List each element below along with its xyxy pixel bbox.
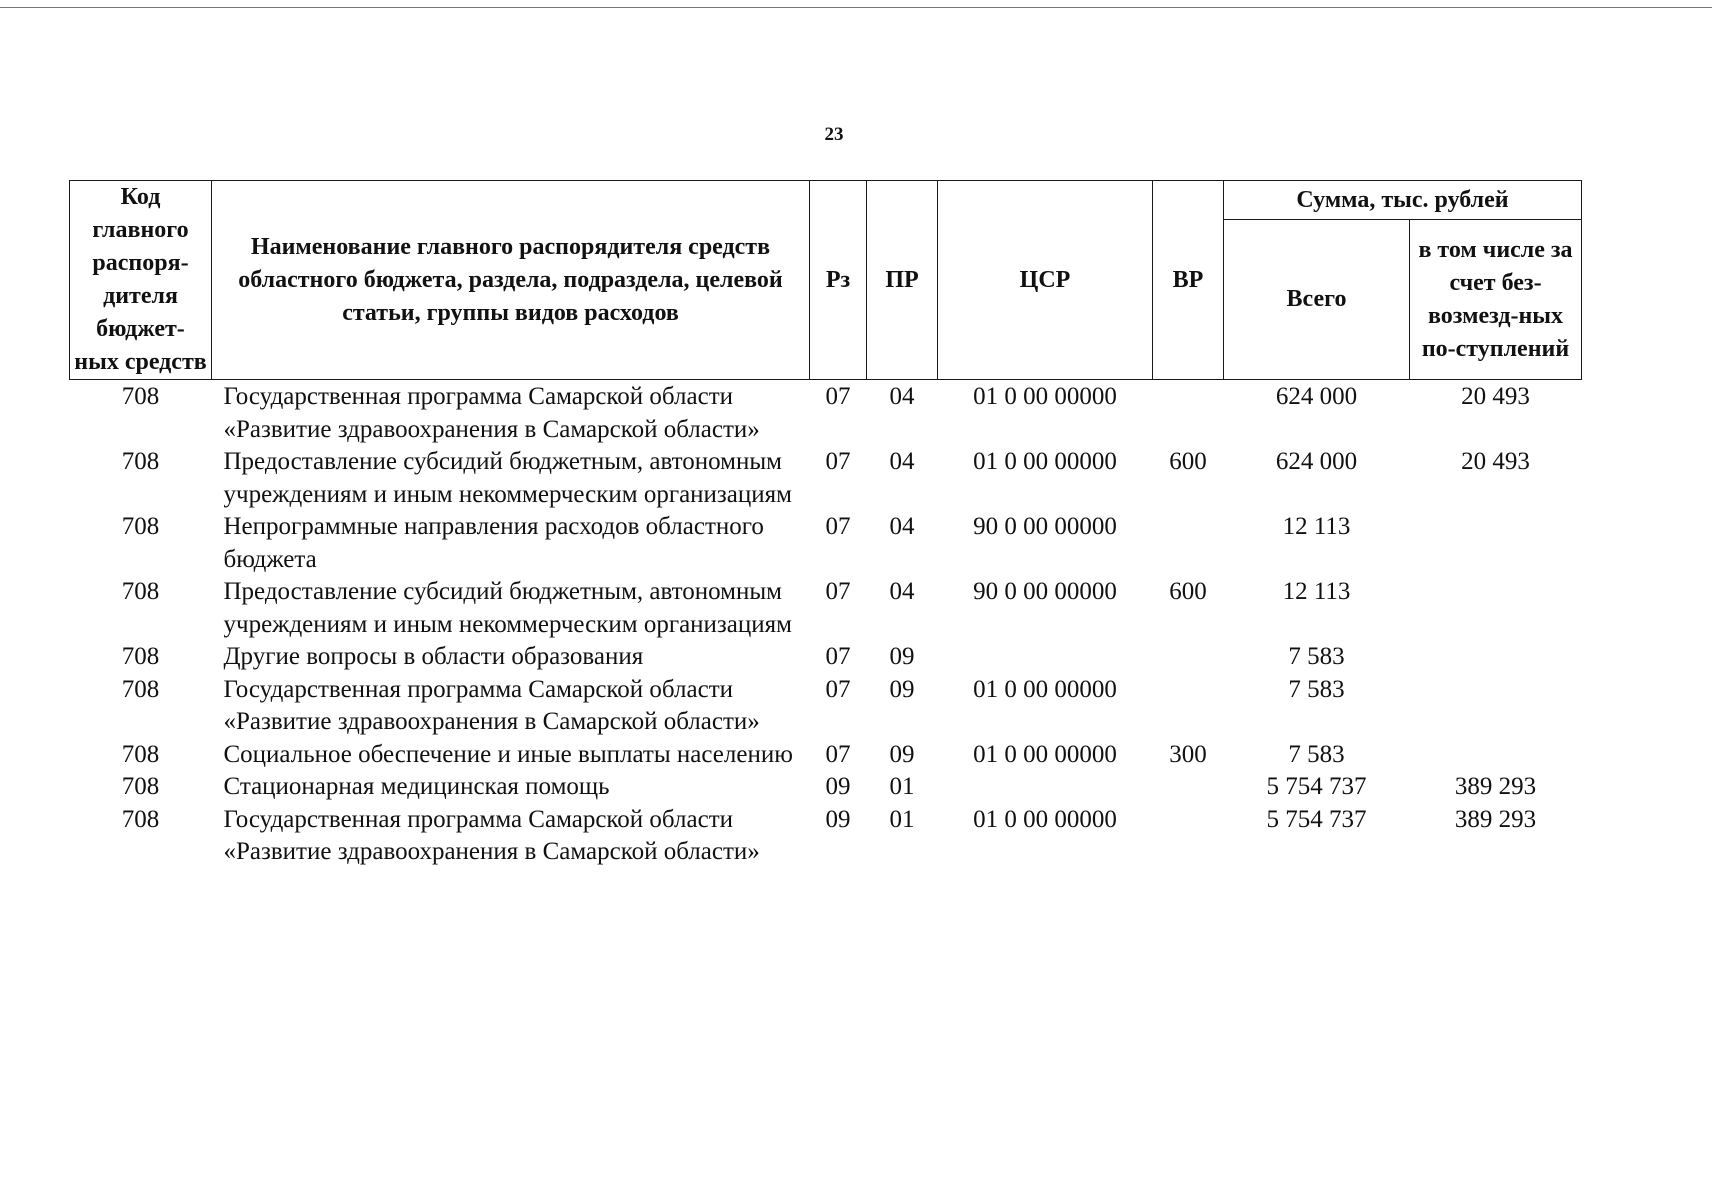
cell-vr: 600 [1169,578,1207,605]
cell-total: 5 754 737 [1266,773,1367,800]
cell-rz: 07 [825,448,851,475]
cell-vr [1153,771,1224,804]
cell-pr: 01 [889,805,915,833]
cell-rz: 07 [825,513,851,540]
cell-vr [1153,641,1224,674]
cell-code: 708 [121,513,160,540]
cell-vr [1153,380,1224,447]
cell-vr [1153,511,1224,576]
table-row [70,511,1582,576]
cell-total: 624 000 [1275,448,1358,475]
header-total: Всего [1224,220,1410,380]
cell-rz: 09 [825,773,851,800]
table-header [70,181,1582,380]
table-body [70,380,1582,869]
cell-csr: 90 0 00 00000 [973,578,1117,605]
table-row [70,804,1582,869]
cell-rz: 09 [825,805,851,833]
cell-total: 5 754 737 [1266,805,1367,833]
cell-pr: 09 [889,675,915,703]
cell-total: 7 583 [1288,675,1345,703]
cell-csr [938,641,1153,674]
cell-code: 708 [121,383,160,410]
header-vr: ВР [1153,181,1224,380]
cell-free-receipts [1410,739,1582,772]
cell-code: 708 [121,675,160,703]
cell-total: 7 583 [1288,740,1345,768]
cell-code: 708 [121,773,160,800]
budget-table [69,180,1582,869]
cell-name: Другие вопросы в области образования [223,643,644,670]
cell-name: Предоставление субсидий бюджетным, автономным учреждениям и иным некоммерческим организациям [223,578,792,638]
cell-total: 12 113 [1282,578,1351,605]
cell-total: 624 000 [1275,383,1358,410]
cell-rz: 07 [825,675,851,703]
cell-rz: 07 [825,578,851,605]
cell-pr: 04 [889,448,915,475]
cell-code: 708 [121,805,160,833]
cell-csr [938,771,1153,804]
table-row [70,771,1582,804]
table-row [70,446,1582,511]
cell-code: 708 [121,740,160,768]
cell-name: Государственная программа Самарской области «Развитие здравоохранения в Самарской области» [223,383,760,443]
cell-csr: 01 0 00 00000 [973,740,1117,768]
cell-free-receipts [1410,576,1582,641]
cell-free-receipts: 389 293 [1454,773,1537,800]
cell-pr: 04 [889,513,915,540]
cell-free-receipts [1410,641,1582,674]
top-scan-rule [0,7,1712,8]
header-sum-group: Сумма, тыс. рублей [1224,181,1582,220]
cell-code: 708 [121,448,160,475]
table-row [70,674,1582,739]
cell-name: Стационарная медицинская помощь [223,773,610,800]
cell-pr: 04 [889,383,915,410]
cell-csr: 01 0 00 00000 [973,805,1117,833]
header-rz: Рз [810,181,867,380]
cell-free-receipts: 389 293 [1454,805,1537,833]
cell-pr: 04 [889,578,915,605]
table-row [70,576,1582,641]
cell-vr [1153,804,1224,869]
cell-vr: 600 [1169,448,1207,475]
cell-rz: 07 [825,740,851,768]
cell-code: 708 [121,578,160,605]
cell-name: Непрограммные направления расходов областного бюджета [223,513,764,573]
header-code: Код главного распоря-дителя бюджет-ных средств [70,181,212,380]
cell-vr: 300 [1169,740,1207,768]
cell-free-receipts [1410,674,1582,739]
cell-code: 708 [121,643,160,670]
cell-csr: 01 0 00 00000 [973,675,1117,703]
cell-csr: 01 0 00 00000 [973,448,1117,475]
cell-csr: 01 0 00 00000 [973,383,1117,410]
header-free-receipts: в том числе за счет без-возмезд-ных по-ступлений [1410,220,1582,380]
page-number: 23 [824,124,844,145]
cell-name: Социальное обеспечение и иные выплаты населению [223,740,793,768]
cell-name: Предоставление субсидий бюджетным, автономным учреждениям и иным некоммерческим организациям [223,448,792,508]
table-row [70,739,1582,772]
header-csr: ЦСР [938,181,1153,380]
header-pr: ПР [867,181,938,380]
table-row [70,641,1582,674]
cell-name: Государственная программа Самарской области «Развитие здравоохранения в Самарской области» [223,675,760,735]
cell-name: Государственная программа Самарской области «Развитие здравоохранения в Самарской области» [223,805,760,865]
cell-pr: 09 [889,740,915,768]
cell-rz: 07 [825,643,851,670]
cell-pr: 01 [889,773,915,800]
cell-pr: 09 [889,643,915,670]
cell-vr [1153,674,1224,739]
header-name: Наименование главного распорядителя средств областного бюджета, раздела, подраздела, целевой статьи, группы видов расходов [212,181,810,380]
cell-free-receipts [1410,511,1582,576]
cell-rz: 07 [825,383,851,410]
cell-total: 12 113 [1282,513,1351,540]
table-row [70,380,1582,447]
cell-csr: 90 0 00 00000 [973,513,1117,540]
cell-free-receipts: 20 493 [1461,383,1530,410]
cell-total: 7 583 [1288,643,1345,670]
cell-free-receipts: 20 493 [1461,448,1530,475]
